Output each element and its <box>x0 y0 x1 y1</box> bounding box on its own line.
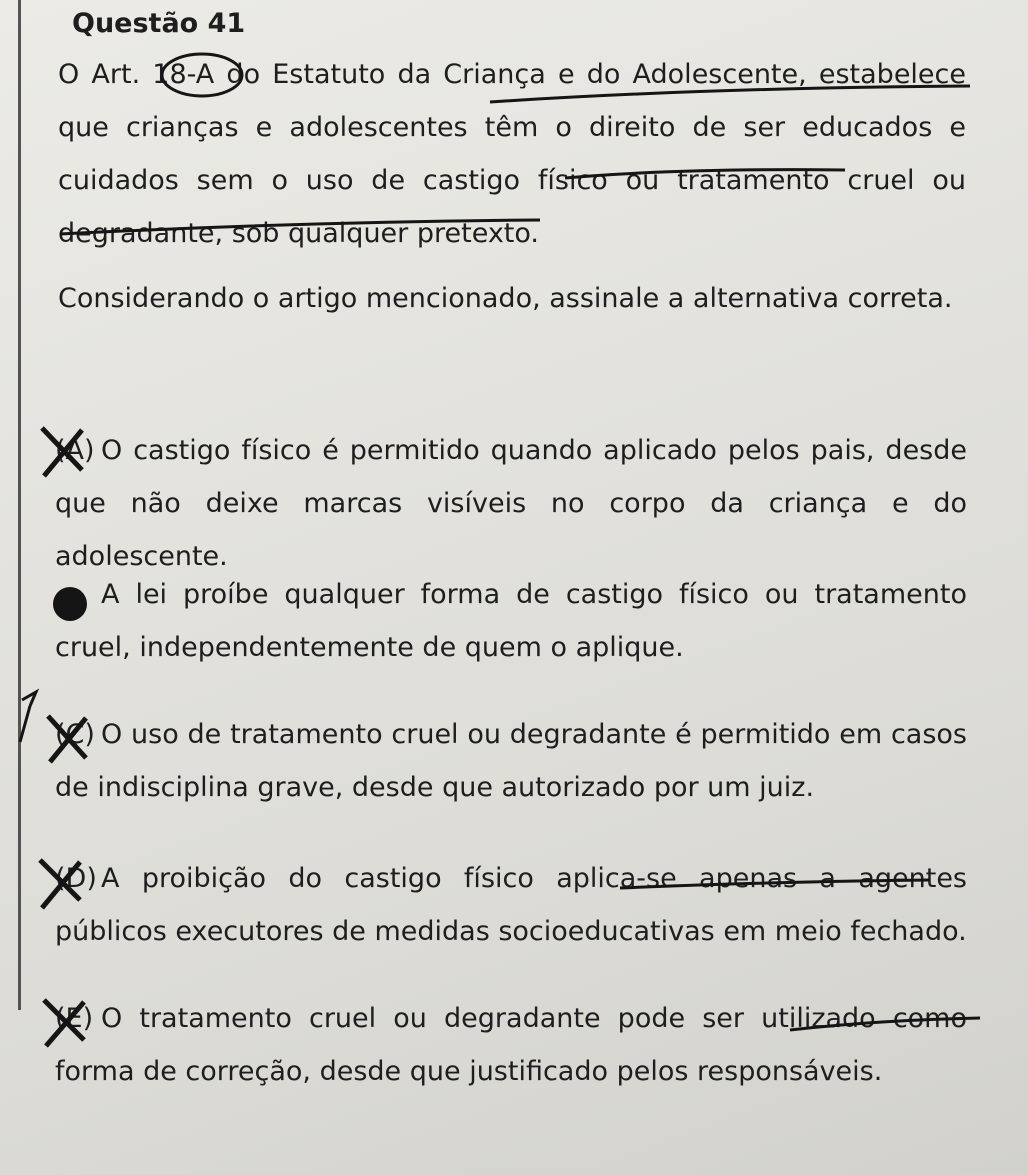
option-c-text: O uso de tratamento cruel ou degradante é permitido em casos de indisciplina grave, desde que autorizado por um juiz. <box>55 719 967 803</box>
option-b-text: A lei proíbe qualquer forma de castigo físico ou tratamento cruel, independentemente de quem o aplique. <box>55 579 967 663</box>
option-d-line <box>55 852 967 958</box>
page-margin-line <box>18 0 21 1010</box>
question-intro: O Art. 18-A do Estatuto da Criança e do Adolescente, estabelece que crianças e adolescentes têm o direito de ser educados e cuidados sem o uso de castigo físico ou tratamento cruel ou degradante, sob qualquer pretexto. <box>58 59 966 249</box>
option-a-line <box>55 424 967 583</box>
option-e[interactable] <box>55 992 967 1098</box>
option-c[interactable] <box>55 708 967 814</box>
question-title: Questão 41 <box>72 8 246 39</box>
option-e-line <box>55 992 967 1098</box>
option-e-letter: (E) <box>55 1003 94 1034</box>
option-b[interactable] <box>55 568 967 674</box>
option-b-line <box>55 568 967 674</box>
question-prompt: Considerando o artigo mencionado, assinale a alternativa correta. <box>58 283 953 314</box>
margin-tick-mark <box>20 692 36 742</box>
option-a-letter: (A) <box>55 435 95 466</box>
option-a-text: O castigo físico é permitido quando aplicado pelos pais, desde que não deixe marcas visíveis no corpo da criança e do adolescente. <box>55 435 967 572</box>
option-d[interactable] <box>55 852 967 958</box>
option-c-letter: (C) <box>55 719 95 750</box>
option-b-letter <box>55 568 101 621</box>
option-e-text: O tratamento cruel ou degradante pode ser utilizado como forma de correção, desde que justificado pelos responsáveis. <box>55 1003 967 1087</box>
option-d-text: A proibição do castigo físico aplica-se apenas a agentes públicos executores de medidas socioeducativas em meio fechado. <box>55 863 967 947</box>
option-d-letter: (D) <box>55 863 97 894</box>
option-c-line <box>55 708 967 814</box>
option-a[interactable] <box>55 424 967 583</box>
